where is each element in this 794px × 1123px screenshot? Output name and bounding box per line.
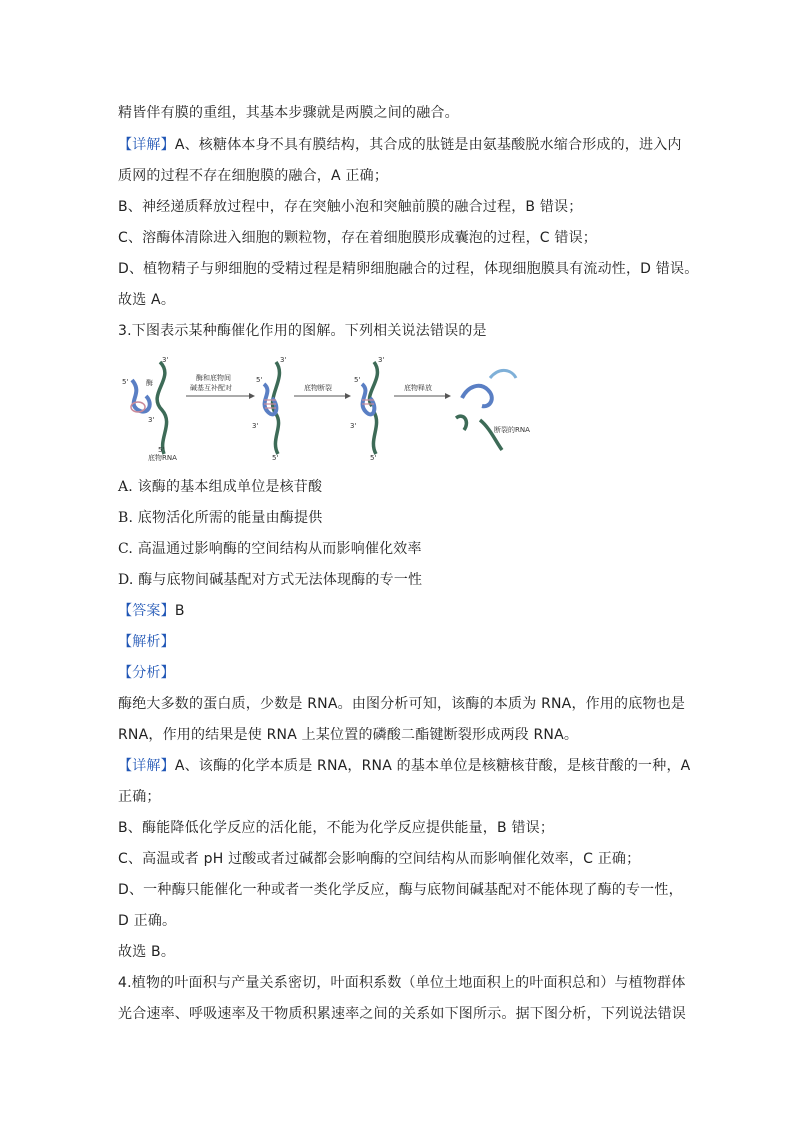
text-line: 精皆伴有膜的重组，其基本步骤就是两膜之间的融合。 <box>118 105 459 121</box>
analysis-tag: 【解析】 <box>118 634 175 650</box>
question-4-stem: 4.植物的叶面积与产量关系密切，叶面积系数（单位土地面积上的叶面积总和）与植物群体 <box>118 975 686 991</box>
answer-line <box>118 601 185 621</box>
detail-line: 正确； <box>118 789 161 805</box>
svg-text:5': 5' <box>122 378 129 386</box>
detail-line: D 正确。 <box>118 913 177 929</box>
detail-line: C、高温或者 pH 过酸或者过碱都会影响酶的空间结构从而影响催化效率，C 正确； <box>118 851 641 867</box>
step1-label: 酶和底物间 <box>196 374 231 382</box>
option-c: C. 高温通过影响酶的空间结构从而影响催化效率 <box>118 541 422 557</box>
detail-line: D、一种酶只能催化一种或者一类化学反应，酶与底物间碱基配对不能体现了酶的专一性， <box>118 882 683 898</box>
svg-text:3': 3' <box>378 356 385 364</box>
text-line: C、溶酶体清除进入细胞的颗粒物，存在着细胞膜形成囊泡的过程，C 错误； <box>118 230 597 246</box>
svg-text:3': 3' <box>252 422 259 430</box>
substrate-strand <box>157 362 166 454</box>
enzyme-label: 酶 <box>146 379 153 387</box>
detail-line: B、酶能降低化学反应的活化能，不能为化学反应提供能量，B 错误； <box>118 820 555 836</box>
panel-4 <box>456 370 530 450</box>
svg-text:5': 5' <box>354 376 361 384</box>
svg-text:5': 5' <box>158 446 165 454</box>
detail-tag: 【详解】 <box>118 758 175 774</box>
answer-value: B <box>174 603 185 619</box>
step3-label: 底物释放 <box>404 384 432 392</box>
detail-line: 【详解】A、该酶的化学本质是 RNA，RNA 的基本单位是核糖核苷酸，是核苷酸的一种，A <box>118 758 691 774</box>
panel-1 <box>122 356 177 462</box>
option-b: B. 底物活化所需的能量由酶提供 <box>118 510 323 526</box>
option-a: A. 该酶的基本组成单位是核苷酸 <box>118 479 323 495</box>
step2-label: 底物断裂 <box>304 384 332 392</box>
text-line: 故选 A。 <box>118 292 176 308</box>
svg-text:3': 3' <box>148 416 155 424</box>
svg-text:5': 5' <box>256 376 263 384</box>
step1b-label: 碱基互补配对 <box>190 384 232 392</box>
svg-text:5': 5' <box>272 454 279 462</box>
detail-tag: 【详解】 <box>118 137 175 153</box>
question-3-stem: 3.下图表示某种酶催化作用的图解。下列相关说法错误的是 <box>118 323 487 339</box>
option-d: D. 酶与底物间碱基配对方式无法体现酶的专一性 <box>118 572 423 588</box>
text-line: 质网的过程不存在细胞膜的融合，A 正确； <box>118 168 389 184</box>
panel-3 <box>350 356 384 462</box>
text-line: 【详解】A、核糖体本身不具有膜结构，其合成的肽链是由氨基酸脱水缩合形成的，进入内 <box>118 137 682 153</box>
panel-2 <box>252 356 286 462</box>
substrate-label: 底物RNA <box>148 454 177 462</box>
ribozyme-diagram <box>118 350 530 462</box>
fenxi-tag: 【分析】 <box>118 665 175 681</box>
detail-line: 故选 B。 <box>118 944 176 960</box>
question-4-stem: 光合速率、呼吸速率及干物质积累速率之间的关系如下图所示。据下图分析，下列说法错误 <box>118 1006 686 1022</box>
text-line: D、植物精子与卵细胞的受精过程是精卵细胞融合的过程，体现细胞膜具有流动性，D 错误。 <box>118 261 699 277</box>
answer-tag: 【答案】 <box>118 603 175 619</box>
svg-text:3': 3' <box>350 422 357 430</box>
svg-text:3': 3' <box>162 356 169 364</box>
text-line: B、神经递质释放过程中，存在突触小泡和突触前膜的融合过程，B 错误； <box>118 199 583 215</box>
svg-text:5': 5' <box>370 454 377 462</box>
svg-text:3': 3' <box>280 356 287 364</box>
analysis-line: RNA，作用的结果是使 RNA 上某位置的磷酸二酯键断裂形成两段 RNA。 <box>118 727 579 743</box>
analysis-line: 酶绝大多数的蛋白质，少数是 RNA。由图分析可知，该酶的本质为 RNA，作用的底物也是 <box>118 696 686 712</box>
broken-rna-label: 断裂的RNA <box>494 426 530 434</box>
